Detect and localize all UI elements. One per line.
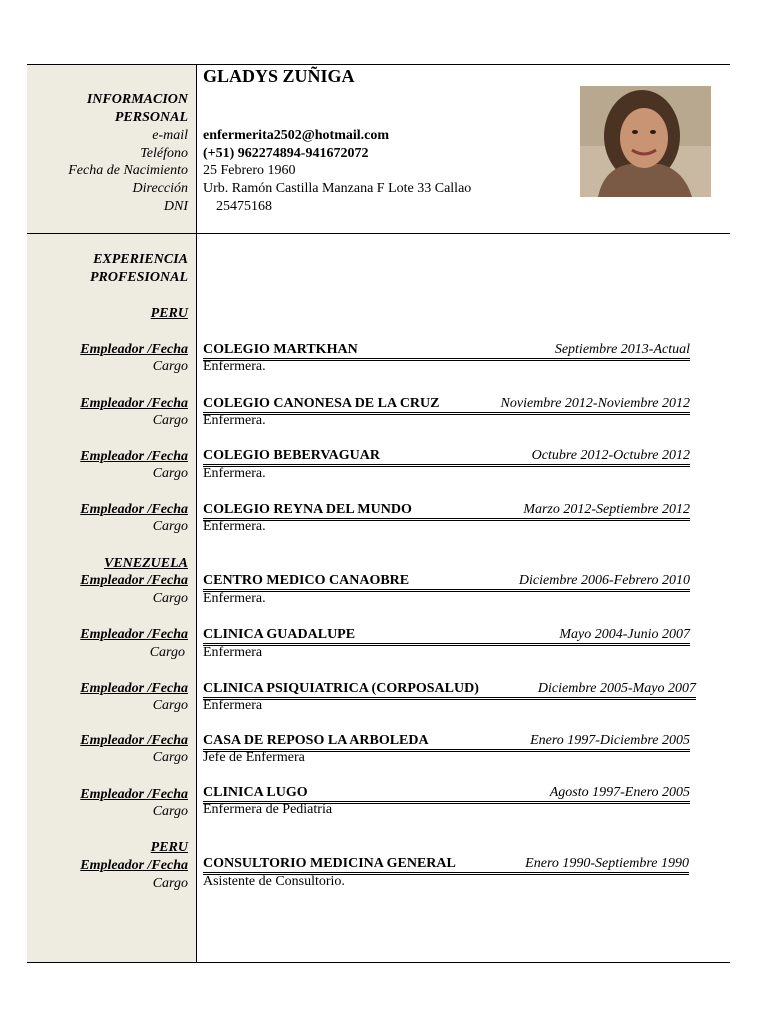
- job-dates: Diciembre 2005-Mayo 2007: [537, 681, 696, 696]
- employer-label: Empleador /Fecha: [80, 627, 188, 642]
- role-label: Cargo: [152, 519, 188, 534]
- employer-label: Empleador /Fecha: [80, 573, 188, 588]
- job-company: CLINICA PSIQUIATRICA (CORPOSALUD): [203, 681, 479, 696]
- experience-section-title-1: EXPERIENCIA: [93, 252, 188, 267]
- job-dates: Octubre 2012-Octubre 2012: [531, 448, 690, 463]
- role-label: Cargo: [152, 359, 188, 374]
- job-entry: [203, 680, 696, 700]
- job-role: Enfermera.: [203, 359, 266, 374]
- job-role: Asistente de Consultorio.: [203, 874, 345, 889]
- employer-label: Empleador /Fecha: [80, 449, 188, 464]
- phone-value: (+51) 962274894-941672072: [203, 146, 369, 161]
- employer-label: Empleador /Fecha: [80, 342, 188, 357]
- job-company: CASA DE REPOSO LA ARBOLEDA: [203, 733, 429, 748]
- job-role: Enfermera.: [203, 591, 266, 606]
- role-label: Cargo: [152, 591, 188, 606]
- job-company: CLINICA GUADALUPE: [203, 627, 356, 642]
- job-dates: Agosto 1997-Enero 2005: [549, 785, 690, 800]
- employer-label: Empleador /Fecha: [80, 681, 188, 696]
- job-role: Enfermera.: [203, 519, 266, 534]
- job-company: COLEGIO BEBERVAGUAR: [203, 448, 381, 463]
- address-label: Dirección: [132, 181, 188, 196]
- job-entry: [203, 855, 689, 875]
- job-entry: [203, 626, 690, 646]
- column-divider: [196, 64, 197, 963]
- country-heading: PERU: [150, 306, 188, 321]
- job-entry: [203, 395, 690, 415]
- email-value[interactable]: enfermerita2502@hotmail.com: [203, 128, 390, 143]
- employer-label: Empleador /Fecha: [80, 396, 188, 411]
- email-label: e-mail: [152, 128, 188, 143]
- dni-label: DNI: [163, 199, 188, 214]
- job-role: Enfermera de Pediatría: [203, 802, 333, 817]
- employer-label: Empleador /Fecha: [80, 502, 188, 517]
- role-label: Cargo: [152, 698, 188, 713]
- job-company: COLEGIO REYNA DEL MUNDO: [203, 502, 412, 517]
- job-dates: Septiembre 2013-Actual: [554, 342, 690, 357]
- personal-section-title-1: INFORMACION: [86, 92, 188, 107]
- job-dates: Enero 1990-Septiembre 1990: [525, 856, 689, 871]
- job-role: Enfermera.: [203, 466, 266, 481]
- country-heading: VENEZUELA: [103, 556, 188, 571]
- address-value: Urb. Ramón Castilla Manzana F Lote 33 Callao: [203, 181, 472, 196]
- job-company: COLEGIO MARTKHAN: [203, 342, 358, 357]
- employer-label: Empleador /Fecha: [80, 733, 188, 748]
- employer-label: Empleador /Fecha: [80, 858, 188, 873]
- person-name: GLADYS ZUÑIGA: [203, 66, 355, 86]
- job-company: CENTRO MEDICO CANAOBRE: [203, 573, 410, 588]
- top-rule: [27, 64, 730, 65]
- employer-label: Empleador /Fecha: [80, 787, 188, 802]
- role-label: Cargo: [152, 804, 188, 819]
- profile-photo-portrait: [580, 86, 711, 197]
- dni-value: 25475168: [216, 199, 272, 214]
- job-role: Enfermera: [203, 645, 263, 660]
- job-dates: Marzo 2012-Septiembre 2012: [523, 502, 690, 517]
- job-company: CONSULTORIO MEDICINA GENERAL: [203, 856, 456, 871]
- job-entry: [203, 447, 690, 467]
- job-company: COLEGIO CANONESA DE LA CRUZ: [203, 396, 440, 411]
- job-entry: [203, 341, 690, 361]
- section-divider: [27, 233, 730, 234]
- role-label: Cargo: [152, 413, 188, 428]
- role-label: Cargo: [152, 750, 188, 765]
- job-role: Enfermera: [203, 698, 263, 713]
- role-label: Cargo: [152, 876, 188, 891]
- bottom-rule: [27, 962, 730, 963]
- personal-section-title-2: PERSONAL: [114, 110, 188, 125]
- role-label: Cargo: [149, 645, 185, 660]
- experience-section-title-2: PROFESIONAL: [89, 270, 188, 285]
- job-dates: Noviembre 2012-Noviembre 2012: [500, 396, 690, 411]
- job-role: Jefe de Enfermera: [203, 750, 305, 765]
- country-heading: PERU: [150, 840, 188, 855]
- job-entry: [203, 572, 690, 592]
- job-company: CLINICA LUGO: [203, 785, 308, 800]
- role-label: Cargo: [152, 466, 188, 481]
- birth-label: Fecha de Nacimiento: [68, 163, 188, 178]
- profile-photo: [580, 86, 711, 197]
- phone-label: Teléfono: [140, 146, 188, 161]
- birth-value: 25 Febrero 1960: [203, 163, 296, 178]
- job-dates: Diciembre 2006-Febrero 2010: [518, 573, 690, 588]
- job-dates: Enero 1997-Diciembre 2005: [530, 733, 690, 748]
- job-entry: [203, 501, 690, 521]
- job-dates: Mayo 2004-Junio 2007: [559, 627, 690, 642]
- job-role: Enfermera.: [203, 413, 266, 428]
